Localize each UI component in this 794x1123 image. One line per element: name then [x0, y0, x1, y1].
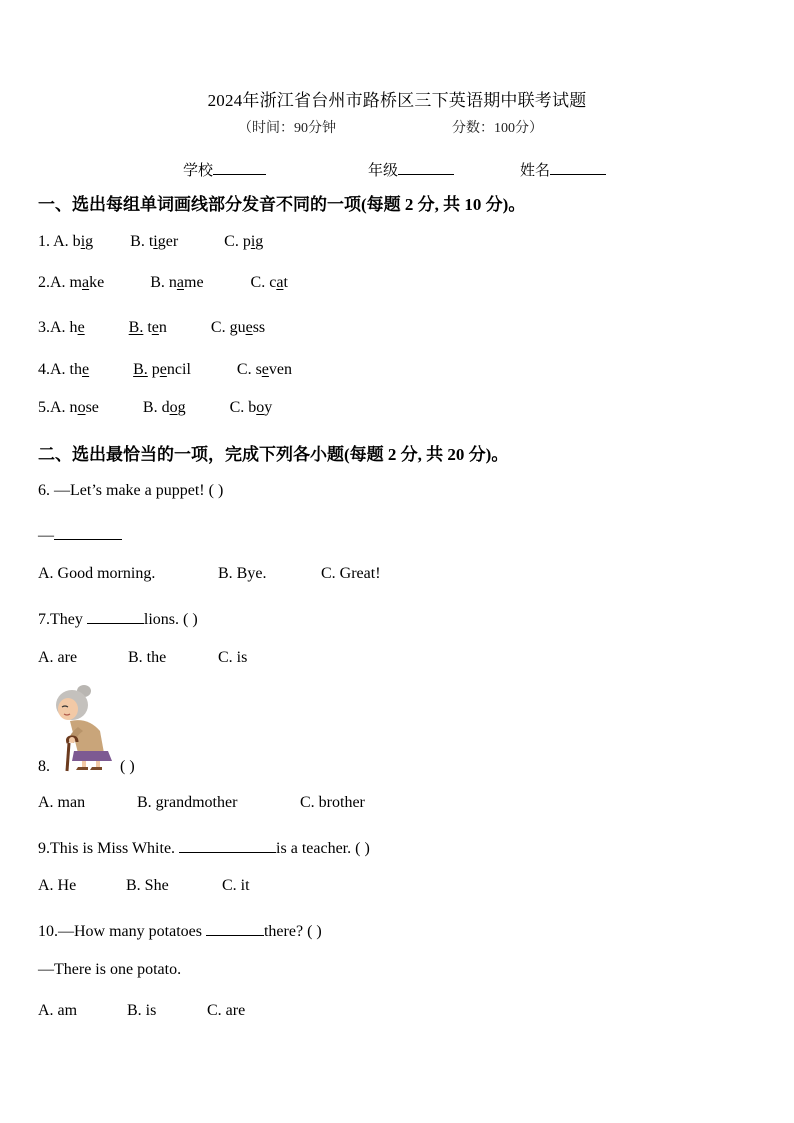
grade-label: 年级 — [368, 163, 399, 179]
name-label: 姓名 — [520, 163, 551, 179]
option-4a[interactable]: A. the — [50, 361, 90, 378]
question-6-options — [38, 565, 381, 583]
section1-heading: 一、选出每组单词画线部分发音不同的一项(每题 2 分, 共 10 分)。 — [38, 195, 526, 214]
option-9c[interactable]: C. it — [222, 877, 250, 894]
question-7-stem: 7.They lions. ( ) — [38, 607, 198, 629]
option-4c[interactable]: C. seven — [236, 361, 293, 378]
question-2: 2.A. make B. name C. cat — [38, 274, 288, 291]
option-6a[interactable]: A. Good morning. — [38, 565, 156, 582]
option-1b[interactable]: B. tiger — [130, 233, 179, 250]
option-1c[interactable]: C. pig — [224, 233, 264, 250]
option-7c[interactable]: C. is — [218, 649, 248, 666]
answer-blank[interactable] — [54, 523, 122, 540]
exam-score: 分数：100分） — [452, 121, 543, 136]
option-7a[interactable]: A. are — [38, 649, 78, 666]
option-2a[interactable]: A. make — [50, 274, 105, 291]
option-8a[interactable]: A. man — [38, 794, 86, 811]
answer-blank[interactable] — [179, 836, 276, 853]
exam-time: （时间：90分钟 — [238, 121, 336, 136]
option-6c[interactable]: C. Great! — [321, 565, 381, 582]
school-label: 学校 — [183, 163, 214, 179]
option-10a[interactable]: A. am — [38, 1002, 78, 1019]
grade-field[interactable] — [368, 158, 454, 180]
option-7b[interactable]: B. the — [128, 649, 167, 666]
answer-blank[interactable] — [87, 607, 144, 624]
option-9a[interactable]: A. He — [38, 877, 77, 894]
section2-heading: 二、选出最恰当的一项，完成下列各小题(每题 2 分, 共 20 分)。 — [38, 445, 509, 464]
page-title: 2024年浙江省台州市路桥区三下英语期中联考试题 — [207, 91, 587, 110]
option-8b[interactable]: B. grandmother — [137, 794, 238, 811]
option-10b[interactable]: B. is — [127, 1002, 157, 1019]
name-field[interactable] — [520, 158, 606, 180]
question-9-stem: 9.This is Miss White. is a teacher. ( ) — [38, 836, 370, 858]
question-10-options — [38, 1002, 245, 1020]
option-8c[interactable]: C. brother — [300, 794, 365, 811]
option-3c[interactable]: C. guess — [210, 319, 266, 336]
question-7-options — [38, 649, 247, 667]
question-9-options — [38, 877, 250, 895]
question-10-reply: —There is one potato. — [38, 961, 182, 978]
question-8-stem: 8. ( ) — [38, 758, 135, 775]
question-8-options — [38, 794, 365, 812]
answer-blank[interactable] — [206, 919, 264, 936]
question-4: 4.A. the B. pencil C. seven — [38, 361, 293, 378]
question-1: 1. A. big B. tiger C. pig — [38, 233, 264, 250]
option-5b[interactable]: B. dog — [142, 399, 186, 416]
option-6b[interactable]: B. Bye. — [218, 565, 267, 582]
school-field[interactable] — [183, 158, 266, 180]
question-6-reply: — — [38, 523, 122, 545]
option-5a[interactable]: A. nose — [50, 399, 99, 416]
option-2c[interactable]: C. cat — [250, 274, 288, 291]
option-5c[interactable]: C. boy — [229, 399, 273, 416]
question-10-stem: 10.—How many potatoes there? ( ) — [38, 919, 322, 941]
option-10c[interactable]: C. are — [207, 1002, 246, 1019]
option-9b[interactable]: B. She — [126, 877, 169, 894]
option-4b[interactable]: B. pencil — [133, 361, 191, 378]
question-5: 5.A. nose B. dog C. boy — [38, 399, 273, 416]
option-3b[interactable]: B. ten — [128, 319, 167, 336]
question-3: 3.A. he B. ten C. guess — [38, 319, 266, 336]
option-1a[interactable]: A. big — [53, 233, 94, 250]
option-2b[interactable]: B. name — [150, 274, 204, 291]
question-6-stem: 6. —Let’s make a puppet! ( ) — [38, 482, 224, 499]
option-3a[interactable]: A. he — [50, 319, 85, 336]
